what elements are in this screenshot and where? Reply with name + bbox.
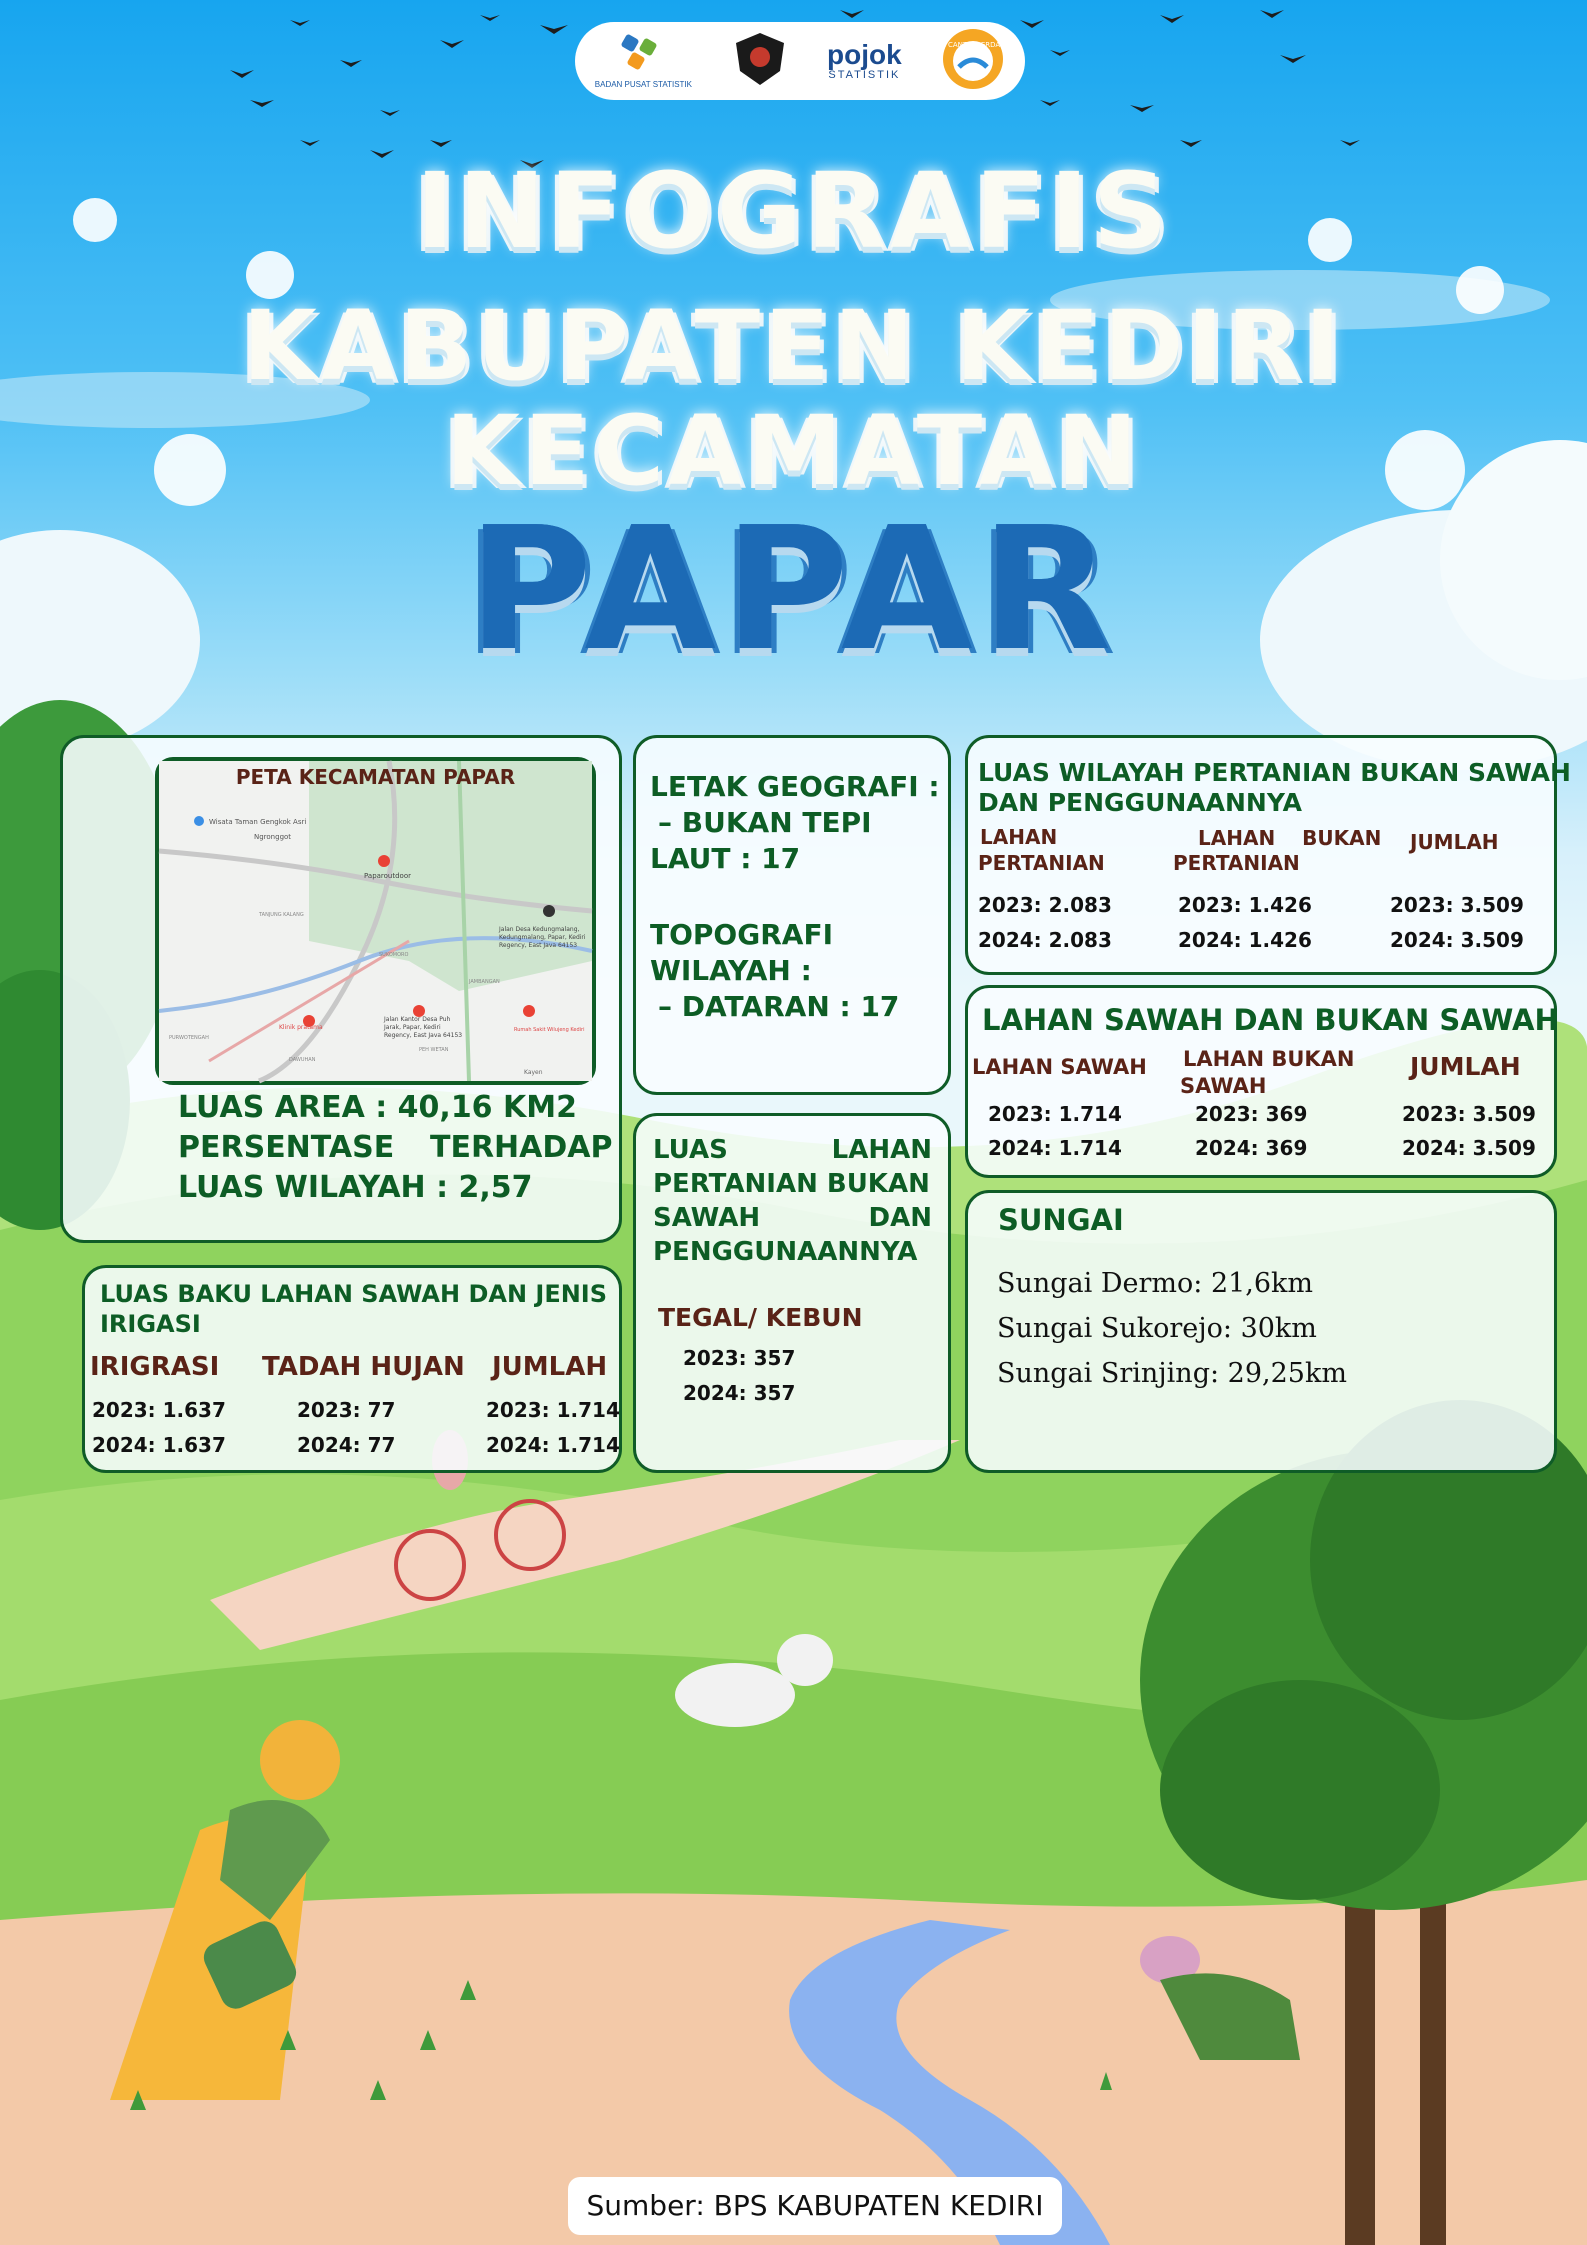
lahan-sawah-2024: 2024: 1.714 (988, 1136, 1122, 1160)
tegal-title-line4: PENGGUNAANNYA (653, 1237, 918, 1267)
letak-geografi-line2: LAUT : 17 (650, 842, 801, 875)
jumlah-baku-2024: 2024: 1.714 (486, 1433, 620, 1457)
luas-baku-title-2: IRIGASI (100, 1310, 201, 1338)
logo-bar (575, 22, 1025, 100)
luas-pertanian-title-2: DAN PENGGUNAANNYA (978, 788, 1302, 817)
tegal-title-lahan: LAHAN (831, 1135, 932, 1165)
jumlah-2024: 2024: 3.509 (1390, 928, 1524, 952)
tegal-title-sawah: SAWAH (653, 1203, 761, 1233)
tegal-title-luas: LUAS (653, 1135, 728, 1165)
tegal-kebun-label: TEGAL/ KEBUN (658, 1303, 863, 1332)
luas-wilayah-text: LUAS WILAYAH : 2,57 (178, 1170, 533, 1205)
topografi-line2: WILAYAH : (650, 954, 812, 987)
map-label-tanjung: TANJUNG KALANG (259, 912, 304, 918)
bps-logo (595, 34, 692, 89)
lahan-bukan-2023: 2023: 1.426 (1178, 893, 1312, 917)
emblem-logo (732, 31, 788, 91)
sungai-dermo: Sungai Dermo: 21,6km (997, 1268, 1314, 1299)
letak-geografi-title: LETAK GEOGRAFI : (650, 770, 940, 803)
irigrasi-2024: 2024: 1.637 (92, 1433, 226, 1457)
tegal-2023: 2023: 357 (683, 1346, 796, 1370)
col-jumlah: JUMLAH (1410, 830, 1499, 854)
title-line-2: KABUPATEN KEDIRI (242, 290, 1345, 402)
lahan-bukan-sawah-2023: 2023: 369 (1195, 1102, 1308, 1126)
desa-cantik-logo (926, 27, 1020, 95)
desa-cantik-icon (926, 27, 1020, 91)
tegal-title-line2: PERTANIAN BUKAN (653, 1169, 930, 1199)
tegal-title-dan: DAN (868, 1203, 932, 1233)
lahan-pertanian-2023: 2023: 2.083 (978, 893, 1112, 917)
col-lahan-bukan-2: PERTANIAN (1173, 851, 1300, 875)
map-label-kayen: Kayen (524, 1069, 543, 1076)
jumlah-baku-2023: 2023: 1.714 (486, 1398, 620, 1422)
map-label-paparoutdoor: Paparoutdoor (364, 872, 412, 880)
col-lahan-bukan-1: LAHAN BUKAN (1198, 826, 1382, 850)
map-label-rumah-sakit: Rumah Sakit Wilujeng Kediri (514, 1027, 585, 1033)
map-label-dawuhan: DAWUHAN (289, 1057, 316, 1063)
map-title: PETA KECAMATAN PAPAR (235, 765, 516, 789)
desa-cantik-logo-text: DESA CANTIK BERDAMPAK (926, 41, 1020, 49)
map-label-purwotengah: PURWOTENGAH (169, 1035, 209, 1041)
statistik-text: STATISTIK (828, 69, 901, 81)
col-irigrasi: IRIGRASI (90, 1352, 220, 1382)
col-jumlah-baku: JUMLAH (492, 1352, 608, 1382)
lahan-sawah-2023: 2023: 1.714 (988, 1102, 1122, 1126)
map-label-jalan-desa: Jalan Desa Kedungmalang, Kedungmalang, Papar, Kediri Regency, East Java 64153 (499, 926, 586, 949)
pojok-statistik-logo (827, 41, 902, 81)
col-lahan-sawah: LAHAN SAWAH (972, 1055, 1147, 1079)
kediri-emblem-icon (732, 31, 788, 87)
col-lahan-pertanian-1: LAHAN (980, 825, 1058, 849)
luas-area-text: LUAS AREA : 40,16 KM2 (178, 1090, 577, 1125)
col-jumlah-sawah: JUMLAH (1410, 1052, 1521, 1081)
source-label: Sumber: BPS KABUPATEN KEDIRI (568, 2177, 1062, 2235)
sawah-title: LAHAN SAWAH DAN BUKAN SAWAH (982, 1003, 1559, 1037)
luas-pertanian-title-1: LUAS WILAYAH PERTANIAN BUKAN SAWAH (978, 758, 1571, 787)
bps-logo-icon (613, 34, 673, 80)
sungai-srinjing: Sungai Srinjing: 29,25km (997, 1358, 1347, 1389)
jumlah-2023: 2023: 3.509 (1390, 893, 1524, 917)
title-line-3: KECAMATAN (445, 395, 1142, 507)
terhadap-word: TERHADAP (430, 1130, 613, 1165)
topografi-line1: TOPOGRAFI (650, 918, 833, 951)
bps-logo-text: BADAN PUSAT STATISTIK (594, 79, 692, 89)
map-graphic (159, 761, 592, 1081)
tegal-card (633, 1113, 951, 1473)
col-tadah-hujan: TADAH HUJAN (262, 1352, 465, 1382)
sungai-sukorejo: Sungai Sukorejo: 30km (997, 1313, 1317, 1344)
title-line-1: INFOGRAFIS (415, 150, 1172, 272)
kecamatan-name: PAPAR (467, 491, 1120, 689)
map-label-wisata: Wisata Taman Gengkok Asri (209, 818, 307, 826)
lahan-bukan-sawah-2024: 2024: 369 (1195, 1136, 1308, 1160)
col-lahan-bukan-sawah-2: SAWAH (1180, 1074, 1267, 1098)
persentase-word: PERSENTASE (178, 1130, 395, 1165)
irigrasi-2023: 2023: 1.637 (92, 1398, 226, 1422)
tegal-2024: 2024: 357 (683, 1381, 796, 1405)
kecamatan-map[interactable] (155, 757, 596, 1085)
jumlah-sawah-2023: 2023: 3.509 (1402, 1102, 1536, 1126)
map-label-jalan-kantor: Jalan Kantor Desa Puh Jarak, Papar, Kediri Regency, East Java 64153 (384, 1016, 463, 1039)
map-label-sukomoro: SUKOMORO (379, 952, 409, 958)
pojok-text: pojok (827, 39, 902, 70)
jumlah-sawah-2024: 2024: 3.509 (1402, 1136, 1536, 1160)
map-label-pehwetan: PEH WETAN (419, 1047, 449, 1053)
col-lahan-pertanian-2: PERTANIAN (978, 851, 1105, 875)
col-lahan-bukan-sawah-1: LAHAN BUKAN (1183, 1047, 1355, 1071)
topografi-line3: – DATARAN : 17 (658, 990, 900, 1023)
sungai-title: SUNGAI (998, 1203, 1124, 1237)
tadah-hujan-2023: 2023: 77 (297, 1398, 396, 1422)
luas-baku-title-1: LUAS BAKU LAHAN SAWAH DAN JENIS (100, 1280, 608, 1308)
tadah-hujan-2024: 2024: 77 (297, 1433, 396, 1457)
letak-geografi-line1: – BUKAN TEPI (658, 806, 872, 839)
lahan-bukan-2024: 2024: 1.426 (1178, 928, 1312, 952)
lahan-pertanian-2024: 2024: 2.083 (978, 928, 1112, 952)
map-label-ngronggot: Ngronggot (254, 833, 292, 841)
map-label-jambangan: JAMBANGAN (469, 979, 500, 985)
map-label-klinik: Klinik pratama (279, 1024, 323, 1031)
